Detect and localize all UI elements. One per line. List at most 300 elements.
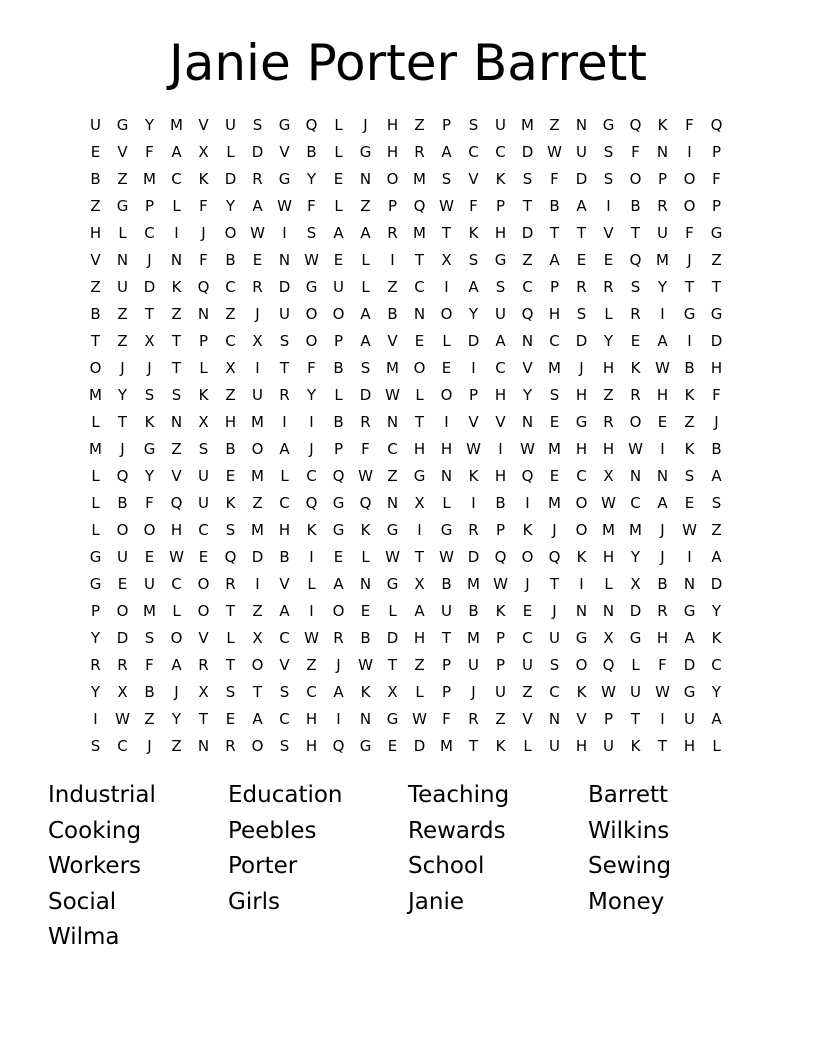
grid-letter[interactable]: V (468, 412, 479, 431)
grid-letter[interactable]: E (549, 466, 560, 485)
grid-letter[interactable]: T (549, 223, 560, 242)
grid-letter[interactable]: O (251, 655, 264, 674)
grid-letter[interactable]: Q (332, 736, 345, 755)
grid-letter[interactable]: V (576, 709, 587, 728)
grid-letter[interactable]: F (712, 169, 721, 188)
grid-letter[interactable]: K (495, 169, 506, 188)
grid-letter[interactable]: P (387, 196, 398, 215)
grid-letter[interactable]: V (198, 628, 209, 647)
grid-letter[interactable]: N (359, 574, 372, 593)
grid-letter[interactable]: P (333, 331, 344, 350)
grid-letter[interactable]: W (466, 439, 481, 458)
grid-letter[interactable]: I (606, 196, 611, 215)
grid-letter[interactable]: N (683, 574, 696, 593)
grid-letter[interactable]: N (548, 709, 561, 728)
grid-letter[interactable]: Q (413, 196, 426, 215)
grid-letter[interactable]: Z (603, 385, 614, 404)
grid-letter[interactable]: N (656, 142, 669, 161)
grid-letter[interactable]: L (415, 385, 424, 404)
grid-letter[interactable]: C (468, 142, 479, 161)
grid-letter[interactable]: U (144, 574, 155, 593)
grid-letter[interactable]: J (309, 439, 314, 458)
grid-letter[interactable]: C (522, 277, 533, 296)
grid-letter[interactable]: G (386, 574, 399, 593)
grid-letter[interactable]: Z (225, 385, 236, 404)
grid-letter[interactable]: L (604, 304, 613, 323)
grid-letter[interactable]: Q (305, 493, 318, 512)
grid-letter[interactable]: F (658, 655, 667, 674)
grid-letter[interactable]: I (309, 601, 314, 620)
grid-letter[interactable]: D (251, 547, 264, 566)
grid-letter[interactable]: J (336, 655, 341, 674)
grid-letter[interactable]: O (332, 304, 345, 323)
grid-letter[interactable]: N (359, 709, 372, 728)
grid-letter[interactable]: F (361, 439, 370, 458)
grid-letter[interactable]: C (225, 277, 236, 296)
grid-letter[interactable]: O (440, 304, 453, 323)
grid-letter[interactable]: G (602, 115, 615, 134)
grid-letter[interactable]: V (279, 574, 290, 593)
grid-letter[interactable]: O (305, 331, 318, 350)
grid-letter[interactable]: Z (522, 250, 533, 269)
grid-letter[interactable]: C (630, 493, 641, 512)
grid-letter[interactable]: X (117, 682, 128, 701)
grid-letter[interactable]: J (660, 547, 665, 566)
grid-letter[interactable]: U (549, 628, 560, 647)
grid-letter[interactable]: P (549, 277, 560, 296)
grid-letter[interactable]: C (306, 682, 317, 701)
grid-letter[interactable]: S (279, 682, 290, 701)
grid-letter[interactable]: D (521, 223, 534, 242)
grid-letter[interactable]: A (252, 196, 263, 215)
grid-letter[interactable]: E (522, 601, 533, 620)
grid-letter[interactable]: W (601, 493, 616, 512)
grid-letter[interactable]: V (279, 655, 290, 674)
grid-letter[interactable]: D (143, 277, 156, 296)
grid-letter[interactable]: C (117, 736, 128, 755)
grid-letter[interactable]: G (332, 520, 345, 539)
grid-letter[interactable]: R (468, 709, 479, 728)
grid-letter[interactable]: P (90, 601, 101, 620)
grid-letter[interactable]: O (305, 304, 318, 323)
grid-letter[interactable]: G (143, 439, 156, 458)
grid-letter[interactable]: W (358, 655, 373, 674)
grid-letter[interactable]: D (467, 331, 480, 350)
grid-letter[interactable]: X (198, 142, 209, 161)
grid-letter[interactable]: A (414, 601, 425, 620)
grid-letter[interactable]: A (333, 223, 344, 242)
grid-letter[interactable]: F (145, 493, 154, 512)
grid-letter[interactable]: G (116, 196, 129, 215)
grid-letter[interactable]: E (603, 250, 614, 269)
grid-letter[interactable]: C (522, 628, 533, 647)
grid-letter[interactable]: N (575, 601, 588, 620)
grid-letter[interactable]: Q (305, 115, 318, 134)
grid-letter[interactable]: R (225, 574, 236, 593)
grid-letter[interactable]: Z (117, 169, 128, 188)
grid-letter[interactable]: J (147, 736, 152, 755)
grid-letter[interactable]: O (143, 520, 156, 539)
grid-letter[interactable]: C (414, 277, 425, 296)
grid-letter[interactable]: Z (144, 709, 155, 728)
grid-letter[interactable]: J (174, 682, 179, 701)
grid-letter[interactable]: V (279, 142, 290, 161)
grid-letter[interactable]: V (468, 169, 479, 188)
grid-letter[interactable]: H (575, 439, 588, 458)
grid-letter[interactable]: S (360, 358, 371, 377)
grid-letter[interactable]: E (144, 547, 155, 566)
grid-letter[interactable]: H (89, 223, 102, 242)
grid-letter[interactable]: T (441, 223, 452, 242)
grid-letter[interactable]: F (145, 142, 154, 161)
grid-letter[interactable]: U (603, 736, 614, 755)
grid-letter[interactable]: E (684, 493, 695, 512)
grid-letter[interactable]: S (495, 277, 506, 296)
grid-letter[interactable]: N (440, 466, 453, 485)
grid-letter[interactable]: Z (495, 709, 506, 728)
grid-letter[interactable]: U (198, 466, 209, 485)
grid-letter[interactable]: U (252, 385, 263, 404)
grid-letter[interactable]: S (522, 169, 533, 188)
grid-letter[interactable]: A (657, 331, 668, 350)
grid-letter[interactable]: U (468, 655, 479, 674)
grid-letter[interactable]: N (170, 250, 183, 269)
grid-letter[interactable]: Z (360, 196, 371, 215)
grid-letter[interactable]: Q (521, 466, 534, 485)
grid-letter[interactable]: X (603, 628, 614, 647)
grid-letter[interactable]: L (388, 601, 397, 620)
grid-letter[interactable]: W (601, 682, 616, 701)
grid-letter[interactable]: O (386, 169, 399, 188)
grid-letter[interactable]: Y (171, 709, 182, 728)
grid-letter[interactable]: Y (90, 682, 101, 701)
grid-letter[interactable]: T (90, 331, 101, 350)
grid-letter[interactable]: G (305, 277, 318, 296)
grid-letter[interactable]: S (603, 169, 614, 188)
grid-letter[interactable]: L (361, 250, 370, 269)
grid-letter[interactable]: I (660, 304, 665, 323)
grid-letter[interactable]: L (361, 277, 370, 296)
grid-letter[interactable]: P (441, 682, 452, 701)
grid-letter[interactable]: A (279, 601, 290, 620)
grid-letter[interactable]: Y (468, 304, 479, 323)
grid-letter[interactable]: B (90, 304, 101, 323)
grid-letter[interactable]: Q (116, 466, 129, 485)
grid-letter[interactable]: L (118, 223, 127, 242)
grid-letter[interactable]: Y (657, 277, 668, 296)
grid-letter[interactable]: I (309, 547, 314, 566)
grid-letter[interactable]: I (309, 412, 314, 431)
grid-letter[interactable]: M (440, 736, 453, 755)
grid-letter[interactable]: T (711, 277, 722, 296)
grid-letter[interactable]: S (279, 331, 290, 350)
grid-letter[interactable]: J (255, 304, 260, 323)
grid-letter[interactable]: M (656, 250, 669, 269)
grid-letter[interactable]: I (282, 412, 287, 431)
grid-letter[interactable]: K (225, 493, 236, 512)
grid-letter[interactable]: H (575, 736, 588, 755)
grid-letter[interactable]: U (549, 736, 560, 755)
grid-letter[interactable]: G (710, 223, 723, 242)
grid-letter[interactable]: E (117, 574, 128, 593)
grid-letter[interactable]: L (307, 574, 316, 593)
grid-letter[interactable]: H (386, 115, 399, 134)
grid-letter[interactable]: W (304, 628, 319, 647)
grid-letter[interactable]: K (495, 736, 506, 755)
grid-letter[interactable]: Z (387, 466, 398, 485)
grid-letter[interactable]: B (495, 493, 506, 512)
grid-letter[interactable]: K (360, 682, 371, 701)
grid-letter[interactable]: T (414, 250, 425, 269)
grid-letter[interactable]: T (657, 736, 668, 755)
grid-letter[interactable]: Q (521, 304, 534, 323)
grid-letter[interactable]: I (525, 493, 530, 512)
grid-letter[interactable]: I (444, 412, 449, 431)
grid-letter[interactable]: O (116, 520, 129, 539)
grid-letter[interactable]: I (444, 277, 449, 296)
grid-letter[interactable]: E (333, 169, 344, 188)
grid-letter[interactable]: W (304, 250, 319, 269)
grid-letter[interactable]: H (305, 709, 318, 728)
grid-letter[interactable]: M (413, 223, 426, 242)
grid-letter[interactable]: Y (306, 385, 317, 404)
grid-letter[interactable]: A (711, 547, 722, 566)
grid-letter[interactable]: V (522, 358, 533, 377)
grid-letter[interactable]: S (468, 250, 479, 269)
grid-letter[interactable]: H (386, 142, 399, 161)
grid-letter[interactable]: R (414, 142, 425, 161)
grid-letter[interactable]: I (660, 439, 665, 458)
grid-letter[interactable]: J (714, 412, 719, 431)
grid-letter[interactable]: Z (684, 412, 695, 431)
grid-letter[interactable]: P (603, 709, 614, 728)
grid-letter[interactable]: L (334, 115, 343, 134)
grid-letter[interactable]: K (630, 736, 641, 755)
grid-letter[interactable]: S (441, 169, 452, 188)
grid-letter[interactable]: S (468, 115, 479, 134)
grid-letter[interactable]: X (252, 331, 263, 350)
grid-letter[interactable]: A (333, 574, 344, 593)
grid-letter[interactable]: K (198, 385, 209, 404)
grid-letter[interactable]: E (576, 250, 587, 269)
grid-letter[interactable]: B (387, 304, 398, 323)
grid-letter[interactable]: G (386, 520, 399, 539)
grid-letter[interactable]: J (120, 439, 125, 458)
grid-letter[interactable]: L (280, 466, 289, 485)
grid-letter[interactable]: W (277, 196, 292, 215)
grid-letter[interactable]: Z (117, 331, 128, 350)
grid-letter[interactable]: F (307, 358, 316, 377)
grid-letter[interactable]: Q (710, 115, 723, 134)
grid-letter[interactable]: E (225, 709, 236, 728)
grid-letter[interactable]: A (495, 331, 506, 350)
grid-letter[interactable]: Y (144, 115, 155, 134)
grid-letter[interactable]: G (494, 250, 507, 269)
grid-letter[interactable]: Z (225, 304, 236, 323)
grid-letter[interactable]: J (687, 250, 692, 269)
grid-letter[interactable]: O (413, 358, 426, 377)
grid-letter[interactable]: R (252, 169, 263, 188)
grid-letter[interactable]: L (604, 574, 613, 593)
grid-letter[interactable]: O (332, 601, 345, 620)
grid-letter[interactable]: I (498, 439, 503, 458)
grid-letter[interactable]: H (494, 466, 507, 485)
grid-letter[interactable]: C (171, 169, 182, 188)
grid-letter[interactable]: M (143, 601, 156, 620)
grid-letter[interactable]: H (440, 439, 453, 458)
grid-letter[interactable]: O (629, 169, 642, 188)
grid-letter[interactable]: P (495, 196, 506, 215)
grid-letter[interactable]: X (252, 628, 263, 647)
grid-letter[interactable]: R (117, 655, 128, 674)
grid-letter[interactable]: T (414, 547, 425, 566)
grid-letter[interactable]: N (413, 304, 426, 323)
grid-letter[interactable]: M (386, 358, 399, 377)
grid-letter[interactable]: N (278, 250, 291, 269)
grid-letter[interactable]: T (252, 682, 263, 701)
grid-letter[interactable]: H (602, 358, 615, 377)
grid-letter[interactable]: B (549, 196, 560, 215)
grid-letter[interactable]: C (279, 709, 290, 728)
grid-letter[interactable]: G (710, 304, 723, 323)
grid-letter[interactable]: Q (197, 277, 210, 296)
grid-letter[interactable]: B (144, 682, 155, 701)
grid-letter[interactable]: U (117, 547, 128, 566)
grid-letter[interactable]: F (712, 385, 721, 404)
grid-letter[interactable]: A (468, 277, 479, 296)
grid-letter[interactable]: C (711, 655, 722, 674)
grid-letter[interactable]: J (525, 574, 530, 593)
grid-letter[interactable]: A (684, 628, 695, 647)
grid-letter[interactable]: M (467, 574, 480, 593)
grid-letter[interactable]: E (90, 142, 101, 161)
grid-letter[interactable]: Y (522, 385, 533, 404)
grid-letter[interactable]: N (197, 736, 210, 755)
grid-letter[interactable]: O (521, 547, 534, 566)
grid-letter[interactable]: Y (144, 466, 155, 485)
grid-letter[interactable]: Q (602, 655, 615, 674)
grid-letter[interactable]: S (225, 520, 236, 539)
grid-letter[interactable]: L (415, 682, 424, 701)
grid-letter[interactable]: X (387, 682, 398, 701)
grid-letter[interactable]: P (495, 520, 506, 539)
grid-letter[interactable]: Q (629, 250, 642, 269)
grid-letter[interactable]: H (494, 223, 507, 242)
grid-letter[interactable]: O (224, 223, 237, 242)
grid-letter[interactable]: S (252, 115, 263, 134)
grid-letter[interactable]: F (685, 115, 694, 134)
grid-letter[interactable]: B (225, 250, 236, 269)
grid-letter[interactable]: D (629, 601, 642, 620)
grid-letter[interactable]: U (117, 277, 128, 296)
grid-letter[interactable]: S (684, 466, 695, 485)
grid-letter[interactable]: L (91, 412, 100, 431)
grid-letter[interactable]: B (360, 628, 371, 647)
grid-letter[interactable]: V (387, 331, 398, 350)
grid-letter[interactable]: N (656, 466, 669, 485)
grid-letter[interactable]: Q (494, 547, 507, 566)
grid-letter[interactable]: B (657, 574, 668, 593)
grid-letter[interactable]: W (439, 547, 454, 566)
grid-letter[interactable]: C (225, 331, 236, 350)
grid-letter[interactable]: B (225, 439, 236, 458)
grid-letter[interactable]: X (414, 493, 425, 512)
grid-letter[interactable]: N (629, 466, 642, 485)
grid-letter[interactable]: E (630, 331, 641, 350)
grid-letter[interactable]: T (468, 736, 479, 755)
grid-letter[interactable]: K (684, 439, 695, 458)
grid-letter[interactable]: M (521, 115, 534, 134)
grid-letter[interactable]: H (305, 736, 318, 755)
grid-letter[interactable]: L (442, 331, 451, 350)
grid-letter[interactable]: I (390, 250, 395, 269)
grid-letter[interactable]: O (251, 736, 264, 755)
grid-letter[interactable]: L (226, 142, 235, 161)
grid-letter[interactable]: W (385, 385, 400, 404)
grid-letter[interactable]: I (174, 223, 179, 242)
grid-letter[interactable]: E (360, 601, 371, 620)
grid-letter[interactable]: R (657, 601, 668, 620)
grid-letter[interactable]: N (602, 601, 615, 620)
grid-letter[interactable]: T (630, 709, 641, 728)
grid-letter[interactable]: N (170, 412, 183, 431)
grid-letter[interactable]: U (279, 304, 290, 323)
grid-letter[interactable]: Z (171, 736, 182, 755)
grid-letter[interactable]: I (93, 709, 98, 728)
grid-letter[interactable]: S (225, 682, 236, 701)
grid-letter[interactable]: H (224, 412, 237, 431)
grid-letter[interactable]: Z (252, 493, 263, 512)
grid-letter[interactable]: C (576, 466, 587, 485)
grid-letter[interactable]: G (278, 115, 291, 134)
grid-letter[interactable]: Z (711, 250, 722, 269)
grid-letter[interactable]: L (172, 196, 181, 215)
grid-letter[interactable]: O (683, 196, 696, 215)
grid-letter[interactable]: U (198, 493, 209, 512)
grid-letter[interactable]: I (471, 358, 476, 377)
grid-letter[interactable]: B (90, 169, 101, 188)
grid-letter[interactable]: S (279, 736, 290, 755)
grid-letter[interactable]: N (386, 493, 399, 512)
grid-letter[interactable]: H (656, 385, 669, 404)
grid-letter[interactable]: O (629, 412, 642, 431)
grid-letter[interactable]: A (441, 142, 452, 161)
grid-letter[interactable]: I (471, 493, 476, 512)
grid-letter[interactable]: Q (548, 547, 561, 566)
grid-letter[interactable]: C (549, 331, 560, 350)
grid-letter[interactable]: Z (549, 115, 560, 134)
grid-letter[interactable]: A (279, 439, 290, 458)
grid-letter[interactable]: K (657, 115, 668, 134)
grid-letter[interactable]: U (333, 277, 344, 296)
grid-letter[interactable]: G (683, 601, 696, 620)
grid-letter[interactable]: Y (117, 385, 128, 404)
grid-letter[interactable]: D (710, 574, 723, 593)
grid-letter[interactable]: F (631, 142, 640, 161)
grid-letter[interactable]: A (711, 709, 722, 728)
grid-letter[interactable]: O (116, 601, 129, 620)
grid-letter[interactable]: G (575, 412, 588, 431)
grid-letter[interactable]: R (468, 520, 479, 539)
grid-letter[interactable]: H (413, 628, 426, 647)
grid-letter[interactable]: G (359, 142, 372, 161)
grid-letter[interactable]: R (657, 196, 668, 215)
grid-letter[interactable]: S (90, 736, 101, 755)
grid-letter[interactable]: C (549, 682, 560, 701)
grid-letter[interactable]: X (414, 574, 425, 593)
grid-letter[interactable]: Z (117, 304, 128, 323)
grid-letter[interactable]: R (252, 277, 263, 296)
